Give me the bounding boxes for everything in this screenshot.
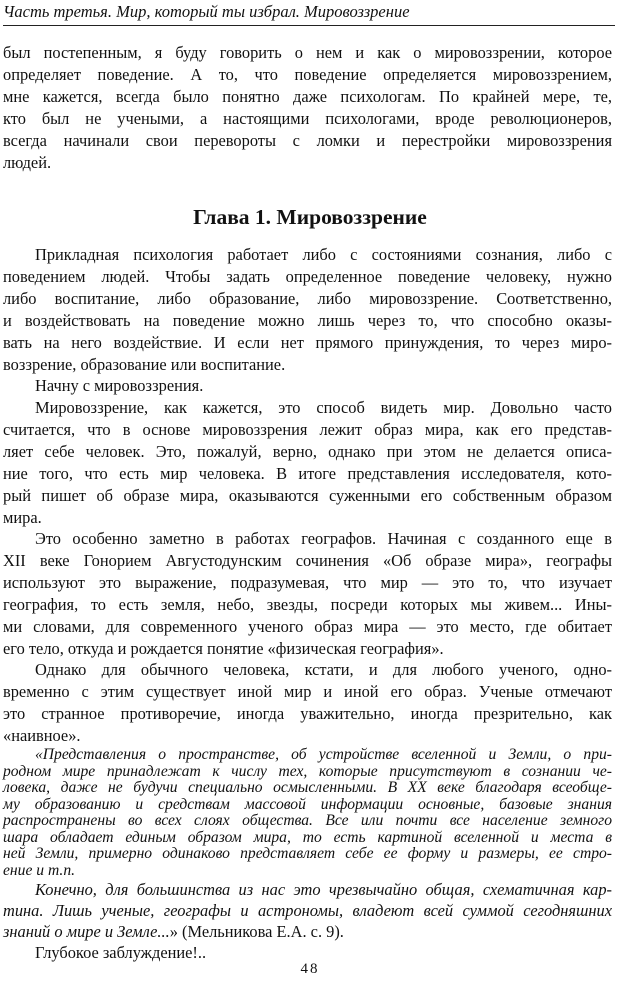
text-line: ение и т.п. (3, 861, 76, 879)
text-line: ляет себе человек. Это, пожалуй, верно, однако при этом не делается описа- (3, 441, 612, 461)
chapter-title: Глава 1. Мировоззрение (193, 205, 427, 229)
text-line: определяет поведение. А то, что поведение определяется мировоззрением, (3, 64, 612, 84)
text-line: это странное противоречие, иногда уважительно, иногда презрительно, как (3, 703, 612, 723)
text-line: ней Земли, примерно одинаково представляет себе ее форму и размеры, ее стро- (3, 845, 612, 862)
text-line: тина. Лишь ученые, географы и астрономы, владеют всей суммой сегодняшних (3, 901, 612, 920)
paragraph-ordinary-person (3, 659, 612, 747)
text-line: мира. (3, 507, 42, 527)
text-line: ние того, что есть мир человека. В итоге представления исследователя, кото- (3, 463, 612, 483)
paragraph-intro (3, 42, 612, 173)
text-line: используют это выражение, подразумевая, что мир — это то, что изучает (3, 572, 612, 592)
citation: » (Мельникова Е.А. с. 9). (169, 922, 344, 941)
text-line: Мировоззрение, как кажется, это способ видеть мир. Довольно часто (35, 398, 612, 417)
quote-paragraph (3, 747, 612, 879)
text-line: ми словами, для современного ученого образ мира — это место, где обитает (3, 616, 612, 636)
text-line: Глубокое заблуждение!.. (35, 943, 207, 962)
header-rule (3, 25, 615, 26)
text-line: ловека, даже не будучи специально осмысленными. В XX веке благодаря всеобще- (3, 779, 612, 796)
text-line: география, то есть земля, небо, звезды, посреди которых мы живем... Ины- (3, 594, 612, 614)
text-line: Начну с мировоззрения. (35, 376, 204, 395)
text-line: людей. (3, 152, 52, 172)
text-line: временно с этим существует иной мир и иной его образ. Ученые отмечают (3, 681, 612, 701)
text-line: считается, что в основе мировоззрения лежит образ мира, как его представ- (3, 419, 612, 439)
text-line: распространены во всех слоях общества. Все или почти все население земного (3, 812, 612, 829)
text-line: Конечно, для большинства из нас это чрезвычайно общая, схематичная кар- (35, 880, 612, 899)
text-line: «наивное». (3, 725, 81, 745)
quote-end-italic: знаний о мире и Земле... (3, 922, 170, 941)
quote-paragraph-2 (3, 879, 612, 942)
text-line: Это особенно заметно в работах географов. Начиная с созданного еще в (35, 529, 612, 548)
page-number: 48 (300, 961, 320, 977)
text-line: его тело, откуда и рождается понятие «физическая география». (3, 638, 444, 658)
text-line: был постепенным, я буду говорить о нем и как о мировоззрении, которое (3, 43, 612, 62)
text-line: всегда начинали свои перевороты с ломки и перестройки мировоззрения (3, 130, 612, 150)
text-line: родном мире принадлежат к числу тех, которые присутствуют в сознании че- (3, 762, 612, 780)
text-line: рый пишет об образе мира, оказываются суженными его собственным образом (3, 485, 612, 505)
text-line: и воздействовать на поведение можно лишь через то, что способно оказы- (3, 310, 612, 330)
text-line: либо воспитание, либо образование, либо мировоззрение. Соответственно, (3, 288, 612, 308)
text-line-citation (3, 921, 612, 942)
paragraph-worldview (3, 397, 612, 528)
paragraph-applied-psychology (3, 244, 612, 375)
text-line: воззрение, образование или воспитание. (3, 354, 286, 374)
text-line: кто был не учеными, а настоящими психологами, вроде революционеров, (3, 108, 612, 128)
text-line: Прикладная психология работает либо с состояниями сознания, либо с (35, 245, 612, 264)
running-header: Часть третья. Мир, который ты избрал. Мировоззрение (3, 2, 410, 21)
text-line: вать на него воздействие. И если нет прямого принуждения, то через миро- (3, 332, 612, 352)
text-line: поведением людей. Чтобы задать определенное поведение человеку, нужно (3, 266, 612, 286)
text-line: «Представления о пространстве, об устройстве вселенной и Земли, о при- (35, 746, 612, 763)
paragraph-geographers (3, 528, 612, 659)
text-line: шара обладает единым образом мира, то есть картиной вселенной и места в (3, 828, 612, 846)
paragraph-start (3, 375, 612, 397)
text-line: му образованию и средствам массовой информации основные, базовые знания (3, 795, 612, 813)
text-line: Однако для обычного человека, кстати, и для любого ученого, одно- (35, 660, 612, 679)
text-line: мне кажется, всегда было понятно даже психологам. По крайней мере, те, (3, 86, 612, 106)
text-line: XII веке Гонорием Августодунским сочинения «Об образе мира», географы (3, 550, 612, 570)
